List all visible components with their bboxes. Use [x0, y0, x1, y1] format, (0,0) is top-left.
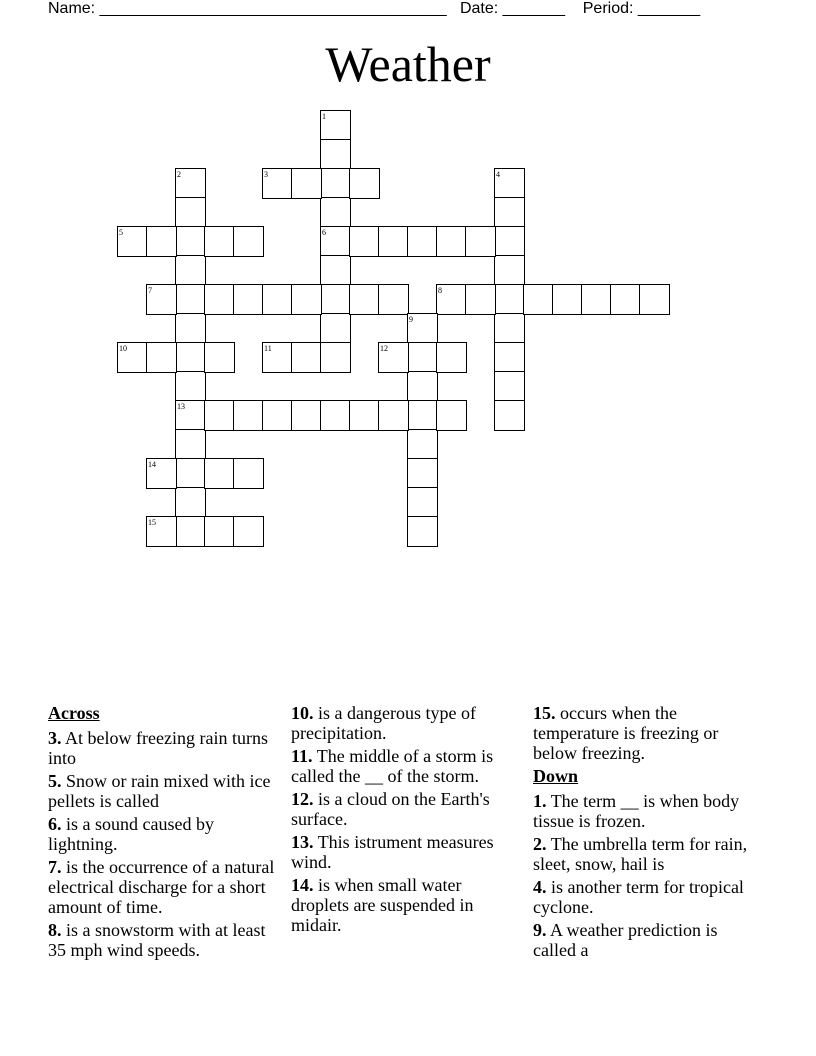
crossword-cell[interactable]	[610, 284, 641, 315]
crossword-cell[interactable]	[146, 342, 177, 373]
crossword-cell[interactable]	[175, 342, 206, 373]
crossword-cell[interactable]	[204, 226, 235, 257]
crossword-cell[interactable]	[146, 284, 177, 315]
crossword-cell[interactable]	[146, 226, 177, 257]
clue-across-5: 5. Snow or rain mixed with ice pellets is called	[48, 771, 271, 811]
clue-number: 14	[148, 460, 156, 469]
crossword-cell[interactable]	[117, 226, 148, 257]
crossword-cell[interactable]	[233, 516, 264, 547]
crossword-cell[interactable]	[291, 400, 322, 431]
crossword-cell[interactable]	[204, 400, 235, 431]
crossword-cell[interactable]	[320, 255, 351, 286]
clue-down-4: 4. is another term for tropical cyclone.	[533, 877, 744, 917]
period-blank[interactable]: _______	[637, 0, 701, 17]
crossword-cell[interactable]	[407, 400, 438, 431]
crossword-cell[interactable]	[378, 400, 409, 431]
crossword-cell[interactable]	[494, 168, 525, 199]
crossword-cell[interactable]	[175, 458, 206, 489]
name-blank[interactable]: _______________________________________	[99, 0, 447, 17]
crossword-cell[interactable]	[407, 429, 438, 460]
clue-number: 7	[148, 286, 152, 295]
crossword-cell[interactable]	[407, 342, 438, 373]
crossword-cell[interactable]	[175, 197, 206, 228]
clue-number: 2	[177, 170, 181, 179]
crossword-cell[interactable]	[436, 400, 467, 431]
crossword-cell[interactable]	[494, 226, 525, 257]
crossword-cell[interactable]	[552, 284, 583, 315]
clue-number: 3	[264, 170, 268, 179]
clue-down-1: 1. The term __ is when body tissue is frozen.	[533, 791, 740, 831]
crossword-cell[interactable]	[262, 400, 293, 431]
page-title: Weather	[325, 36, 491, 92]
crossword-cell[interactable]	[233, 458, 264, 489]
crossword-cell[interactable]	[349, 284, 380, 315]
crossword-cell[interactable]	[407, 313, 438, 344]
crossword-cell[interactable]	[581, 284, 612, 315]
crossword-cell[interactable]	[320, 197, 351, 228]
crossword-cell[interactable]	[436, 226, 467, 257]
crossword-cell[interactable]	[494, 197, 525, 228]
crossword-cell[interactable]	[262, 284, 293, 315]
down-heading: Down	[533, 766, 579, 786]
crossword-cell[interactable]	[320, 313, 351, 344]
crossword-cell[interactable]	[320, 168, 351, 199]
crossword-cell[interactable]	[494, 342, 525, 373]
crossword-cell[interactable]	[407, 226, 438, 257]
clue-across-3: 3. At below freezing rain turns into	[48, 728, 268, 768]
crossword-cell[interactable]	[320, 342, 351, 373]
name-label: Name:	[48, 0, 96, 17]
crossword-cell[interactable]	[175, 487, 206, 518]
crossword-cell[interactable]	[494, 313, 525, 344]
clue-number: 13	[177, 402, 185, 411]
crossword-cell[interactable]	[175, 226, 206, 257]
crossword-cell[interactable]	[291, 342, 322, 373]
crossword-cell[interactable]	[204, 458, 235, 489]
date-blank[interactable]: _______	[502, 0, 565, 17]
period-label: Period:	[582, 0, 634, 17]
crossword-cell[interactable]	[320, 400, 351, 431]
crossword-cell[interactable]	[436, 284, 467, 315]
clues-column-1	[48, 703, 278, 963]
crossword-cell[interactable]	[146, 458, 177, 489]
crossword-cell[interactable]	[494, 400, 525, 431]
crossword-cell[interactable]	[320, 110, 351, 141]
crossword-cell[interactable]	[291, 168, 322, 199]
crossword-cell[interactable]	[407, 458, 438, 489]
crossword-cell[interactable]	[146, 516, 177, 547]
crossword-cell[interactable]	[204, 342, 235, 373]
crossword-cell[interactable]	[465, 284, 496, 315]
clue-down-9: 9. A weather prediction is called a	[533, 920, 718, 960]
clue-down-2: 2. The umbrella term for rain, sleet, snow, hail is	[533, 834, 748, 874]
clue-across-11: 11. The middle of a storm is called the __ of the storm.	[291, 746, 494, 786]
crossword-cell[interactable]	[349, 400, 380, 431]
crossword-cell[interactable]	[320, 284, 351, 315]
crossword-cell[interactable]	[320, 226, 351, 257]
crossword-cell[interactable]	[175, 313, 206, 344]
crossword-cell[interactable]	[262, 168, 293, 199]
crossword-cell[interactable]	[204, 516, 235, 547]
crossword-cell[interactable]	[320, 139, 351, 170]
clue-across-12: 12. is a cloud on the Earth's surface.	[291, 789, 490, 829]
clue-number: 1	[322, 112, 326, 121]
clue-number: 12	[380, 344, 388, 353]
crossword-cell[interactable]	[378, 226, 409, 257]
clue-number: 11	[264, 344, 272, 353]
crossword-cell[interactable]	[204, 284, 235, 315]
crossword-cell[interactable]	[523, 284, 554, 315]
crossword-cell[interactable]	[407, 371, 438, 402]
crossword-cell[interactable]	[407, 487, 438, 518]
crossword-cell[interactable]	[175, 371, 206, 402]
clue-across-10: 10. is a dangerous type of precipitation.	[291, 703, 476, 743]
crossword-cell[interactable]	[378, 284, 409, 315]
clue-across-8: 8. is a snowstorm with at least 35 mph wind speeds.	[48, 920, 266, 960]
crossword-cell[interactable]	[494, 371, 525, 402]
clue-number: 5	[119, 228, 123, 237]
crossword-cell[interactable]	[233, 400, 264, 431]
crossword-cell[interactable]	[175, 429, 206, 460]
clues-column-3	[533, 703, 763, 963]
clue-across-15: 15. occurs when the temperature is freezing or below freezing.	[533, 703, 719, 763]
crossword-cell[interactable]	[494, 255, 525, 286]
clue-across-6: 6. is a sound caused by lightning.	[48, 814, 214, 854]
clue-number: 9	[409, 315, 413, 324]
clue-across-7: 7. is the occurrence of a natural electrical discharge for a short amount of time.	[48, 857, 275, 917]
crossword-cell[interactable]	[291, 284, 322, 315]
crossword-cell[interactable]	[175, 400, 206, 431]
crossword-cell[interactable]	[117, 342, 148, 373]
date-label: Date:	[459, 0, 499, 17]
clue-number: 15	[148, 518, 156, 527]
crossword-cell[interactable]	[436, 342, 467, 373]
crossword-cell[interactable]	[175, 255, 206, 286]
crossword-cell[interactable]	[349, 226, 380, 257]
clue-across-13: 13. This istrument measures wind.	[291, 832, 494, 872]
crossword-cell[interactable]	[378, 342, 409, 373]
clue-number: 6	[322, 228, 326, 237]
clue-number: 10	[119, 344, 127, 353]
crossword-cell[interactable]	[262, 342, 293, 373]
crossword-cell[interactable]	[175, 516, 206, 547]
across-heading: Across	[48, 703, 100, 723]
clue-number: 4	[496, 170, 500, 179]
crossword-cell[interactable]	[494, 284, 525, 315]
clue-number: 8	[438, 286, 442, 295]
clue-across-14: 14. is when small water droplets are suspended in midair.	[291, 875, 474, 935]
crossword-cell[interactable]	[233, 226, 264, 257]
clues-column-2	[291, 703, 521, 938]
crossword-cell[interactable]	[465, 226, 496, 257]
crossword-cell[interactable]	[175, 168, 206, 199]
crossword-cell[interactable]	[407, 516, 438, 547]
crossword-cell[interactable]	[639, 284, 670, 315]
crossword-cell[interactable]	[233, 284, 264, 315]
crossword-cell[interactable]	[349, 168, 380, 199]
crossword-cell[interactable]	[175, 284, 206, 315]
